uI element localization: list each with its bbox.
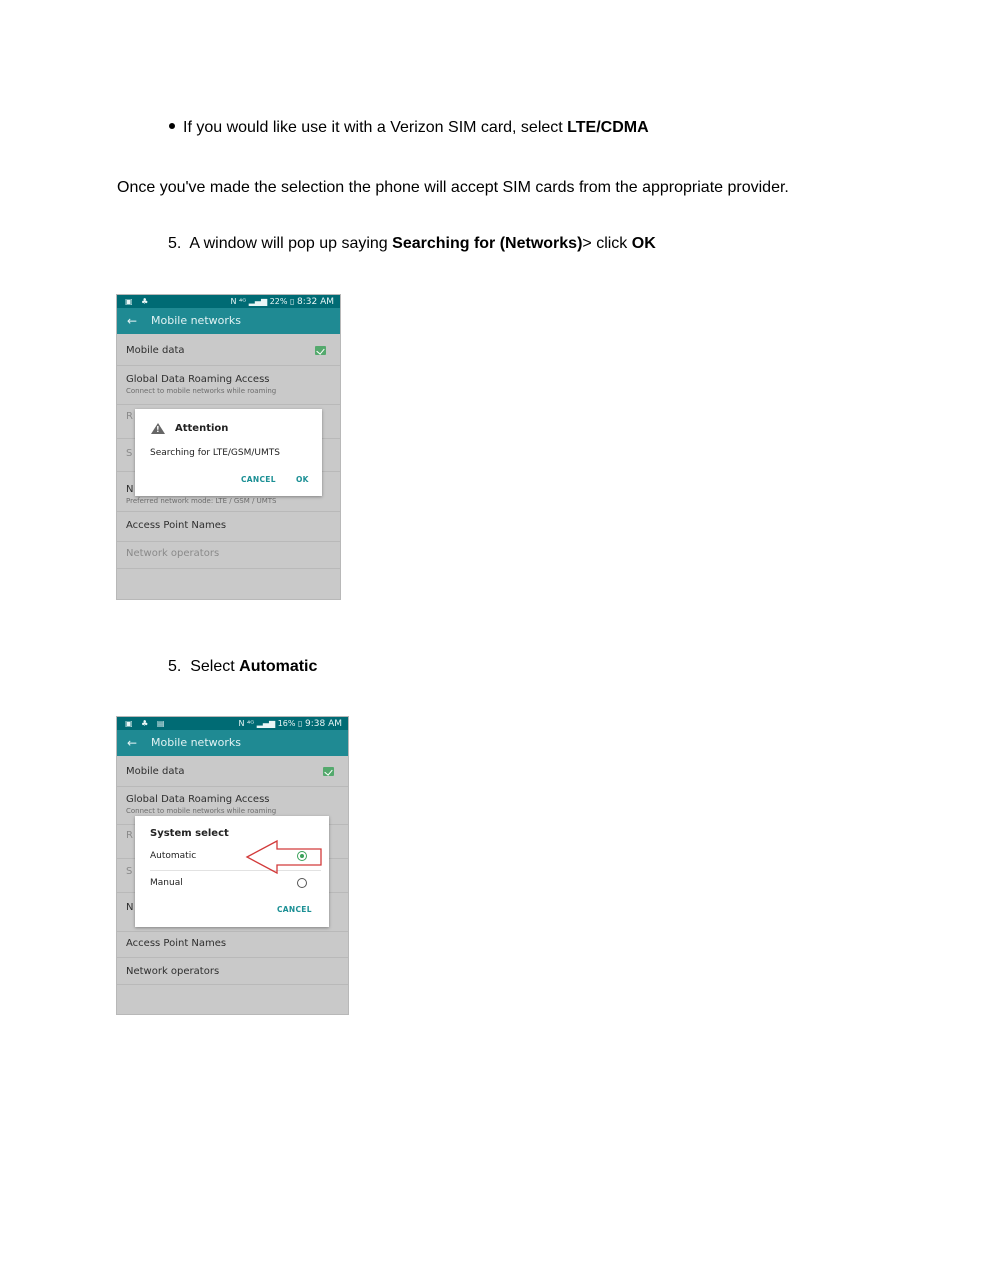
checkbox-icon[interactable] [323,767,334,776]
system-select-dialog [135,816,329,927]
radio-manual[interactable] [297,878,307,888]
dialog-title: Attention [175,423,229,434]
row-operators[interactable]: Network operators [117,542,340,569]
notification-icons: ▣ ♣ ▤ [125,719,168,728]
step-searching [168,234,656,254]
screenshot-searching [116,294,341,600]
step-text: A window will pop up saying [189,235,393,252]
warning-icon [151,423,165,434]
cancel-button[interactable]: CANCEL [241,475,276,484]
row-s[interactable]: S [117,439,340,472]
row-roaming[interactable]: Global Data Roaming Access Connect to mobile networks while roaming [117,366,340,405]
dialog-message: Searching for LTE/GSM/UMTS [150,448,280,458]
status-right: N ⁴ᴳ ▂▄▆ 16% ▯ 9:38 AM [238,719,342,729]
step-number: 5. [168,235,182,252]
status-bar [117,717,348,730]
notification-icons: ▣ ♣ [125,297,152,306]
app-title: Mobile networks [151,736,241,749]
row-r[interactable]: R [117,405,340,439]
status-right: N ⁴ᴳ ▂▄▆ 22% ▯ 8:32 AM [230,297,334,307]
row-mobile-data[interactable]: Mobile data [117,756,348,787]
app-bar [117,308,340,334]
row-roaming[interactable]: Global Data Roaming Access Connect to mobile networks while roaming [117,787,348,825]
row-apn[interactable]: Access Point Names [117,932,348,958]
attention-dialog [135,409,322,496]
bullet-bold: LTE/CDMA [567,119,649,136]
row-r[interactable]: R [117,825,348,859]
bullet-icon [169,123,175,129]
bullet-text: If you would like use it with a Verizon SIM card, select [183,119,568,136]
row-network-mode[interactable]: N [117,893,348,932]
cancel-button[interactable]: CANCEL [277,905,312,914]
back-arrow-icon[interactable]: ← [127,736,138,750]
back-arrow-icon[interactable]: ← [127,314,138,328]
step-bold: Automatic [239,658,318,675]
app-title: Mobile networks [151,314,241,327]
ok-button[interactable]: OK [296,475,309,484]
step-after: > click [582,235,632,252]
step-text: Select [190,658,240,675]
option-manual[interactable]: Manual [150,878,183,888]
row-apn[interactable]: Access Point Names [117,512,340,542]
step-bold-ok: OK [631,235,656,252]
dialog-title: System select [150,828,229,839]
status-bar [117,295,340,308]
screenshot-system-select [116,716,349,1015]
option-automatic[interactable]: Automatic [150,851,197,861]
paragraph: Once you've made the selection the phone will accept SIM cards from the appropriate provider. [117,179,789,196]
row-s[interactable]: S [117,859,348,893]
step-number: 5. [168,658,182,675]
step-select [168,657,317,677]
app-bar [117,730,348,756]
checkbox-icon[interactable] [315,346,326,355]
row-mobile-data[interactable]: Mobile data [117,334,340,366]
bullet-item [169,118,649,138]
red-arrow-icon [245,839,325,875]
row-operators[interactable]: Network operators [117,958,348,985]
step-bold: Searching for (Networks) [392,235,583,252]
row-network-mode[interactable]: N Preferred network mode: LTE / GSM / UMTS [117,472,340,512]
